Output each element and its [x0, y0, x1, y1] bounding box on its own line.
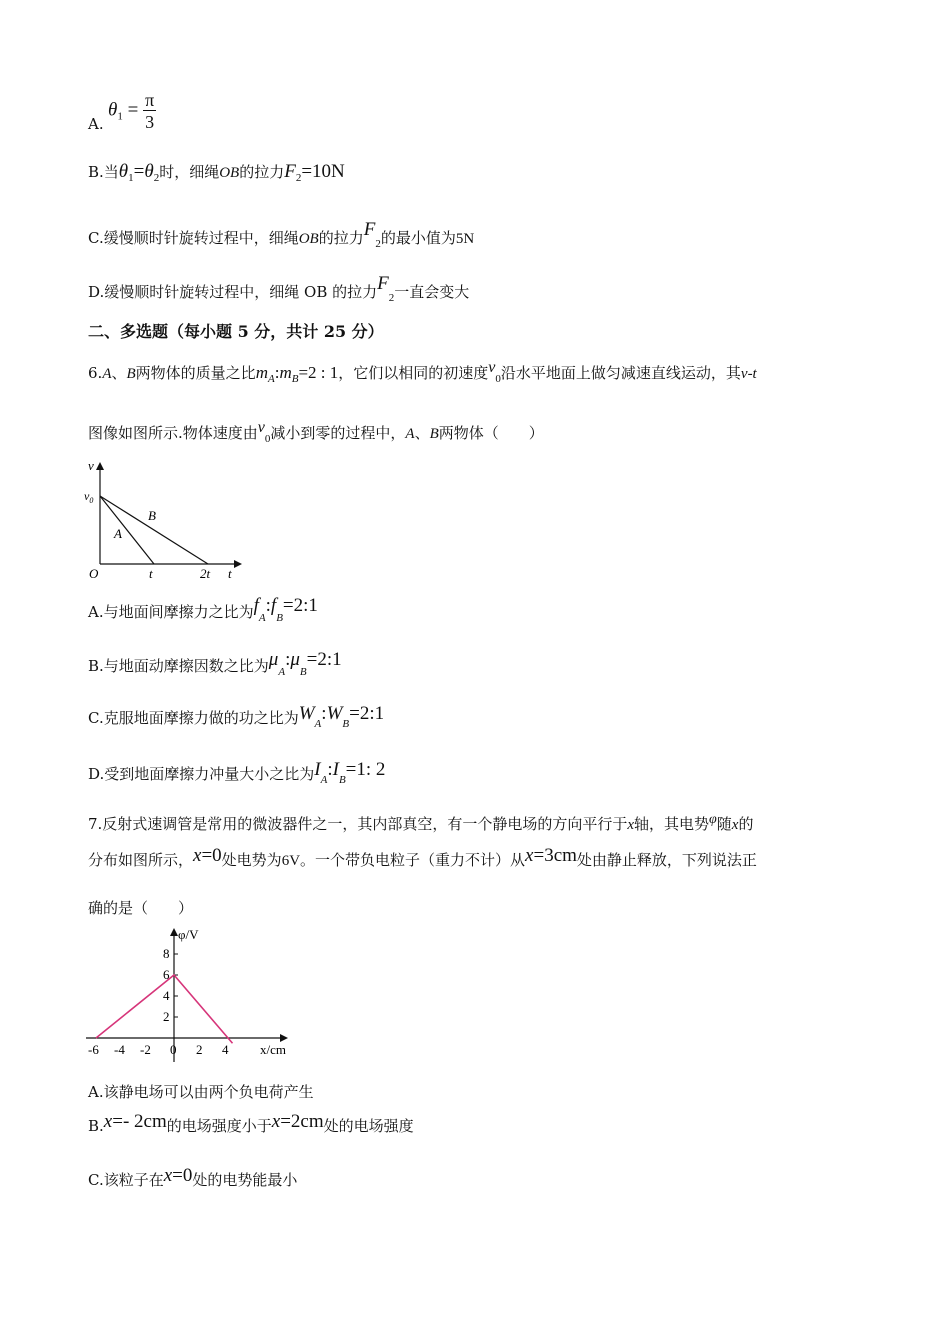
option-a-label: A. — [88, 115, 104, 133]
q6-stem-line-1: 6.A、B两物体的质量之比$m_A:m_B=2$ : 1，它们以相同的初速度$v_0$沿水平地面上做匀减速直线运动，其v-t — [88, 359, 757, 385]
t2-tick-label: 2t — [200, 566, 211, 581]
q6-option-b: B.与地面动摩擦因数之比为$\mu_A:\mu_B=2:1$ — [88, 649, 342, 678]
q7-stem-line-2: 分布如图所示，x=0处电势为6V。一个带负电粒子（重力不计）从x=3cm处由静止释放，下列说法正 — [88, 845, 757, 869]
q6-option-c: C.克服地面摩擦力做的功之比为$W_A:W_B=2:1$ — [88, 703, 385, 730]
x-tick-label: 4 — [222, 1042, 229, 1057]
pi-over-3-fraction: $\frac{\pi}{3}$ — [145, 90, 155, 132]
q7-option-a: A.该静电场可以由两个负电荷产生 — [88, 1083, 314, 1101]
v-axis-arrow — [96, 462, 104, 470]
x-tick-label: -4 — [114, 1042, 125, 1057]
x-tick-label: -6 — [88, 1042, 99, 1057]
x-tick-label: 2 — [196, 1042, 203, 1057]
q6-option-d: D.受到地面摩擦力冲量大小之比为$I_A:I_B=1$: 2 — [88, 759, 386, 786]
y-tick-label: 4 — [163, 988, 170, 1003]
x-axis-arrow — [280, 1034, 288, 1042]
phi-axis-arrow — [170, 928, 178, 936]
q6-vt-graph — [84, 456, 244, 584]
q5-option-c: C.缓慢顺时针旋转过程中，细绳OB的拉力$F_2$的最小值为5N — [88, 219, 475, 250]
q7-stem-line-1: 7.反射式速调管是常用的微波器件之一，其内部真空，有一个静电场的方向平行于x轴，其电势φ随x的 — [88, 812, 754, 833]
x-tick-label: -2 — [140, 1042, 151, 1057]
q6-stem-line-2: 图像如图所示.物体速度由$v_0$减小到零的过程中，A、B两物体（ ） — [88, 419, 544, 445]
origin-label: O — [89, 566, 99, 581]
q6-option-a: A.与地面间摩擦力之比为$f_A:f_B=2:1$ — [88, 595, 318, 624]
q7-option-c: C.该粒子在x=0处的电势能最小 — [88, 1165, 298, 1189]
t1-tick-label: t — [149, 566, 153, 581]
line-a — [100, 496, 154, 564]
line-b-label: B — [148, 508, 156, 523]
y-tick-label: 8 — [163, 946, 170, 961]
x-axis-label: x/cm — [260, 1042, 286, 1057]
theta-1-expression: $\theta_1$ = $\frac{\pi}{3}$ — [108, 90, 155, 132]
line-a-label: A — [114, 526, 122, 541]
y-tick-label: 6 — [163, 967, 170, 982]
y-tick-label: 2 — [163, 1009, 170, 1024]
section-heading-multiple-choice: 二、多选题（每小题 5 分，共计 25 分） — [88, 322, 384, 341]
q7-option-b: B.x=- 2cm的电场强度小于x=2cm处的电场强度 — [88, 1111, 414, 1135]
x-tick-label: 0 — [170, 1042, 177, 1057]
q7-stem-line-3: 确的是（ ） — [88, 899, 194, 917]
v0-label: $v_0$ — [84, 489, 94, 505]
q5-option-b: B.当$\theta_1=\theta_2$时，细绳OB的拉力$F_2=10N$ — [88, 161, 345, 184]
q5-option-d: D.缓慢顺时针旋转过程中，细绳 OB 的拉力$F_2$一直会变大 — [88, 273, 470, 304]
q7-phi-x-graph — [84, 924, 304, 1064]
t-axis-label: t — [228, 566, 232, 581]
phi-axis-label: φ/V — [178, 927, 199, 942]
t-axis-arrow — [234, 560, 242, 568]
v-axis-label: v — [88, 458, 94, 473]
